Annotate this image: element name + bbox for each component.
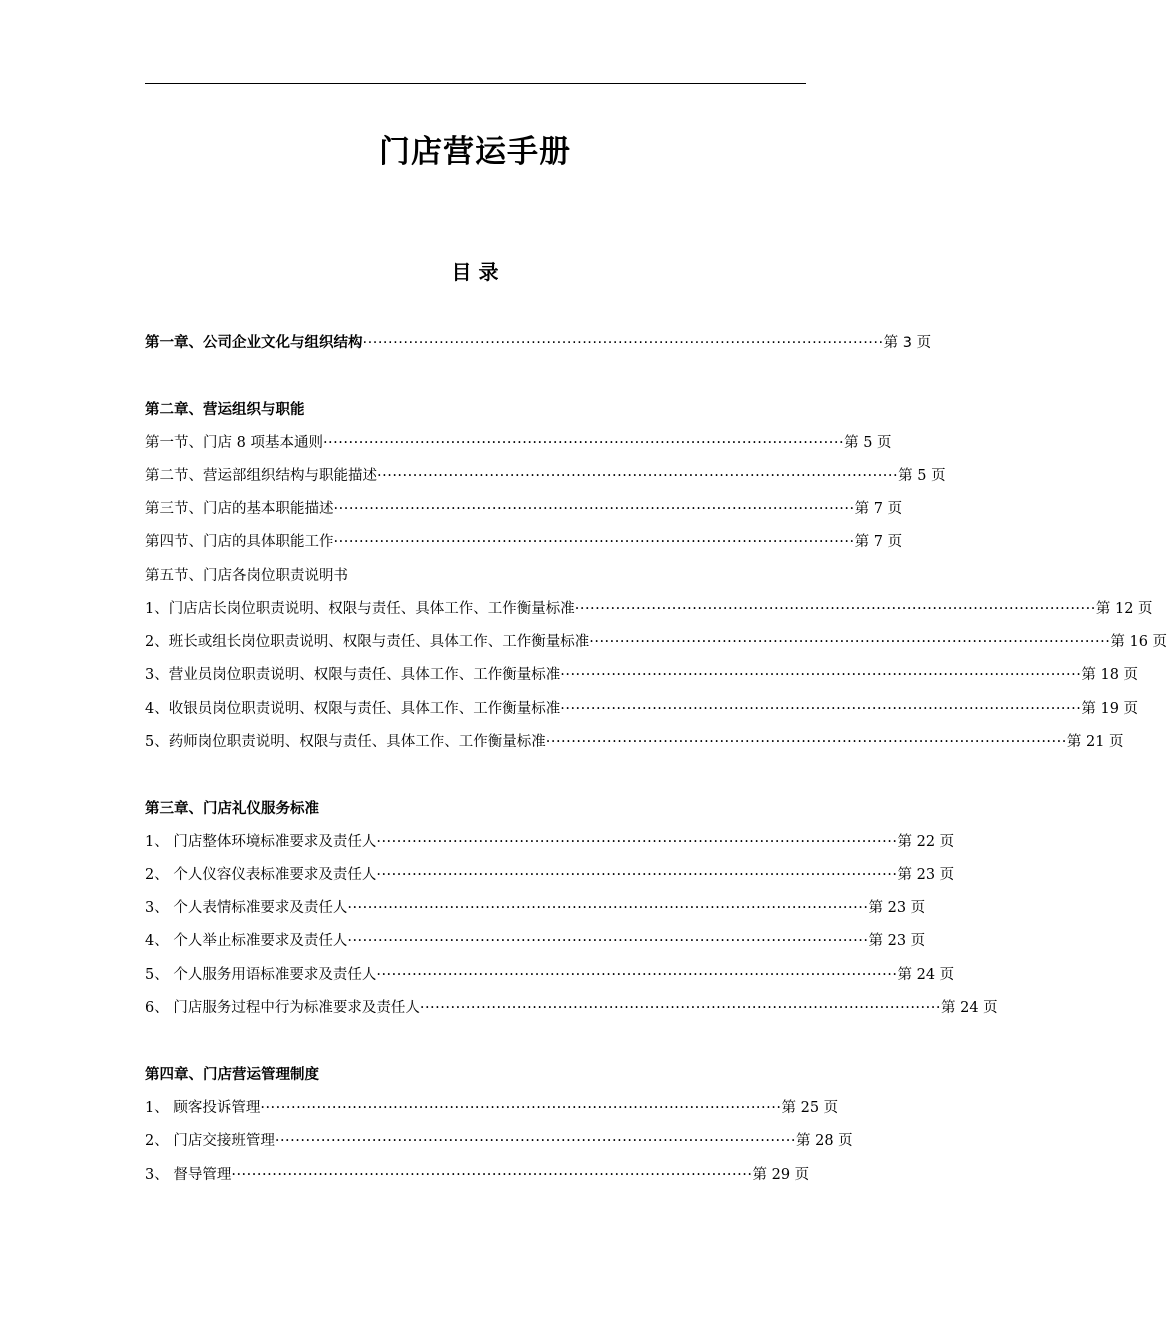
leader-dots: ······································································································ [574, 601, 1096, 617]
toc-entry-page: 第 28 页 [795, 1133, 853, 1149]
chapter-4-heading[interactable]: 第四章、门店营运管理制度 [145, 1067, 319, 1083]
toc-entry-page: 第 23 页 [897, 867, 955, 883]
leader-dots: ······································································································ [333, 534, 855, 550]
toc-entry-page: 第 7 页 [854, 534, 903, 550]
leader-dots: ······································································································ [419, 1000, 941, 1016]
leader-dots: ······································································································ [347, 900, 869, 916]
leader-dots: ······································································································ [376, 834, 898, 850]
toc-entry-text: 3、 督导管理 [145, 1167, 232, 1183]
toc-entry-item[interactable] [145, 831, 955, 853]
toc-entry-page: 第 21 页 [1066, 734, 1124, 750]
toc-entry-text: 5、药师岗位职责说明、权限与责任、具体工作、工作衡量标准 [145, 734, 546, 750]
toc-entry-subsection[interactable] [145, 664, 1139, 686]
header-rule [145, 83, 806, 84]
leader-dots: ······································································································ [560, 701, 1082, 717]
toc-entry-chapter-1[interactable] [145, 332, 932, 354]
leader-dots: ······································································································ [377, 468, 899, 484]
toc-entry-item[interactable] [145, 1097, 839, 1119]
toc-entry-subsection[interactable] [145, 698, 1139, 720]
toc-entry-item[interactable] [145, 997, 998, 1019]
toc-entry-page: 第 16 页 [1110, 634, 1167, 650]
toc-entry-text: 第五节、门店各岗位职责说明书 [145, 568, 348, 584]
toc-entry-item[interactable] [145, 1164, 810, 1186]
toc-entry-text: 2、 门店交接班管理 [145, 1133, 275, 1149]
toc-entry-page: 第 24 页 [897, 967, 955, 983]
leader-dots: ······································································································ [545, 734, 1067, 750]
document-title: 门店营运手册 [379, 134, 571, 170]
toc-entry-text: 5、 个人服务用语标准要求及责任人 [145, 967, 377, 983]
toc-entry-text: 第一章、公司企业文化与组织结构 [145, 335, 363, 351]
toc-entry-subsection[interactable] [145, 731, 1124, 753]
leader-dots: ······································································································ [362, 335, 884, 351]
toc-entry-item[interactable] [145, 897, 926, 919]
leader-dots: ······································································································ [231, 1167, 753, 1183]
toc-entry-section[interactable] [145, 465, 946, 487]
toc-entry-text: 1、 顾客投诉管理 [145, 1100, 261, 1116]
toc-entry-item[interactable] [145, 1130, 853, 1152]
chapter-2-heading[interactable]: 第二章、营运组织与职能 [145, 402, 305, 418]
toc-entry-text: 1、 门店整体环境标准要求及责任人 [145, 834, 377, 850]
leader-dots: ······································································································ [560, 667, 1082, 683]
toc-entry-page: 第 19 页 [1081, 701, 1139, 717]
toc-entry-subsection[interactable] [145, 631, 1167, 653]
toc-entry-text: 第一节、门店 8 项基本通则 [145, 435, 323, 451]
leader-dots: ······································································································ [347, 933, 869, 949]
toc-entry-section[interactable] [145, 531, 903, 553]
toc-entry-text: 第四节、门店的具体职能工作 [145, 534, 334, 550]
toc-entry-page: 第 25 页 [781, 1100, 839, 1116]
leader-dots: ······································································································ [376, 967, 898, 983]
toc-entry-text: 3、营业员岗位职责说明、权限与责任、具体工作、工作衡量标准 [145, 667, 561, 683]
toc-entry-text: 3、 个人表情标准要求及责任人 [145, 900, 348, 916]
toc-entry-page: 第 29 页 [752, 1167, 810, 1183]
toc-entry-section[interactable] [145, 432, 892, 454]
toc-entry-section[interactable] [145, 498, 903, 520]
leader-dots: ······································································································ [376, 867, 898, 883]
toc-entry-subsection[interactable] [145, 598, 1153, 620]
leader-dots: ······································································································ [589, 634, 1111, 650]
toc-entry-text: 4、收银员岗位职责说明、权限与责任、具体工作、工作衡量标准 [145, 701, 561, 717]
leader-dots: ······································································································ [274, 1133, 796, 1149]
toc-entry-item[interactable] [145, 964, 955, 986]
toc-entry-text: 2、班长或组长岗位职责说明、权限与责任、具体工作、工作衡量标准 [145, 634, 590, 650]
toc-entry-text: 1、门店店长岗位职责说明、权限与责任、具体工作、工作衡量标准 [145, 601, 575, 617]
toc-entry-section[interactable] [145, 565, 795, 587]
leader-dots: ······································································································ [260, 1100, 782, 1116]
toc-entry-page: 第 5 页 [844, 435, 892, 451]
toc-entry-page: 第 12 页 [1095, 601, 1153, 617]
toc-entry-page: 第 24 页 [940, 1000, 998, 1016]
toc-entry-page: 第 18 页 [1081, 667, 1139, 683]
chapter-3-heading[interactable]: 第三章、门店礼仪服务标准 [145, 801, 319, 817]
toc-entry-item[interactable] [145, 930, 926, 952]
toc-entry-page: 第 23 页 [868, 900, 926, 916]
toc-entry-page: 第 7 页 [854, 501, 903, 517]
toc-entry-text: 4、 个人举止标准要求及责任人 [145, 933, 348, 949]
toc-entry-text: 第二节、营运部组织结构与职能描述 [145, 468, 377, 484]
toc-entry-text: 第三节、门店的基本职能描述 [145, 501, 334, 517]
leader-dots: ······································································································ [322, 435, 845, 451]
toc-title: 目 录 [451, 260, 499, 284]
toc-entry-item[interactable] [145, 864, 955, 886]
toc-entry-text: 6、 门店服务过程中行为标准要求及责任人 [145, 1000, 420, 1016]
toc-entry-page: 第 23 页 [868, 933, 926, 949]
toc-entry-page: 第 22 页 [897, 834, 955, 850]
toc-entry-text: 2、 个人仪容仪表标准要求及责任人 [145, 867, 377, 883]
toc-entry-page: 第 5 页 [898, 468, 946, 484]
leader-dots: ······································································································ [333, 501, 855, 517]
toc-entry-page: 第 3 页 [883, 335, 932, 351]
